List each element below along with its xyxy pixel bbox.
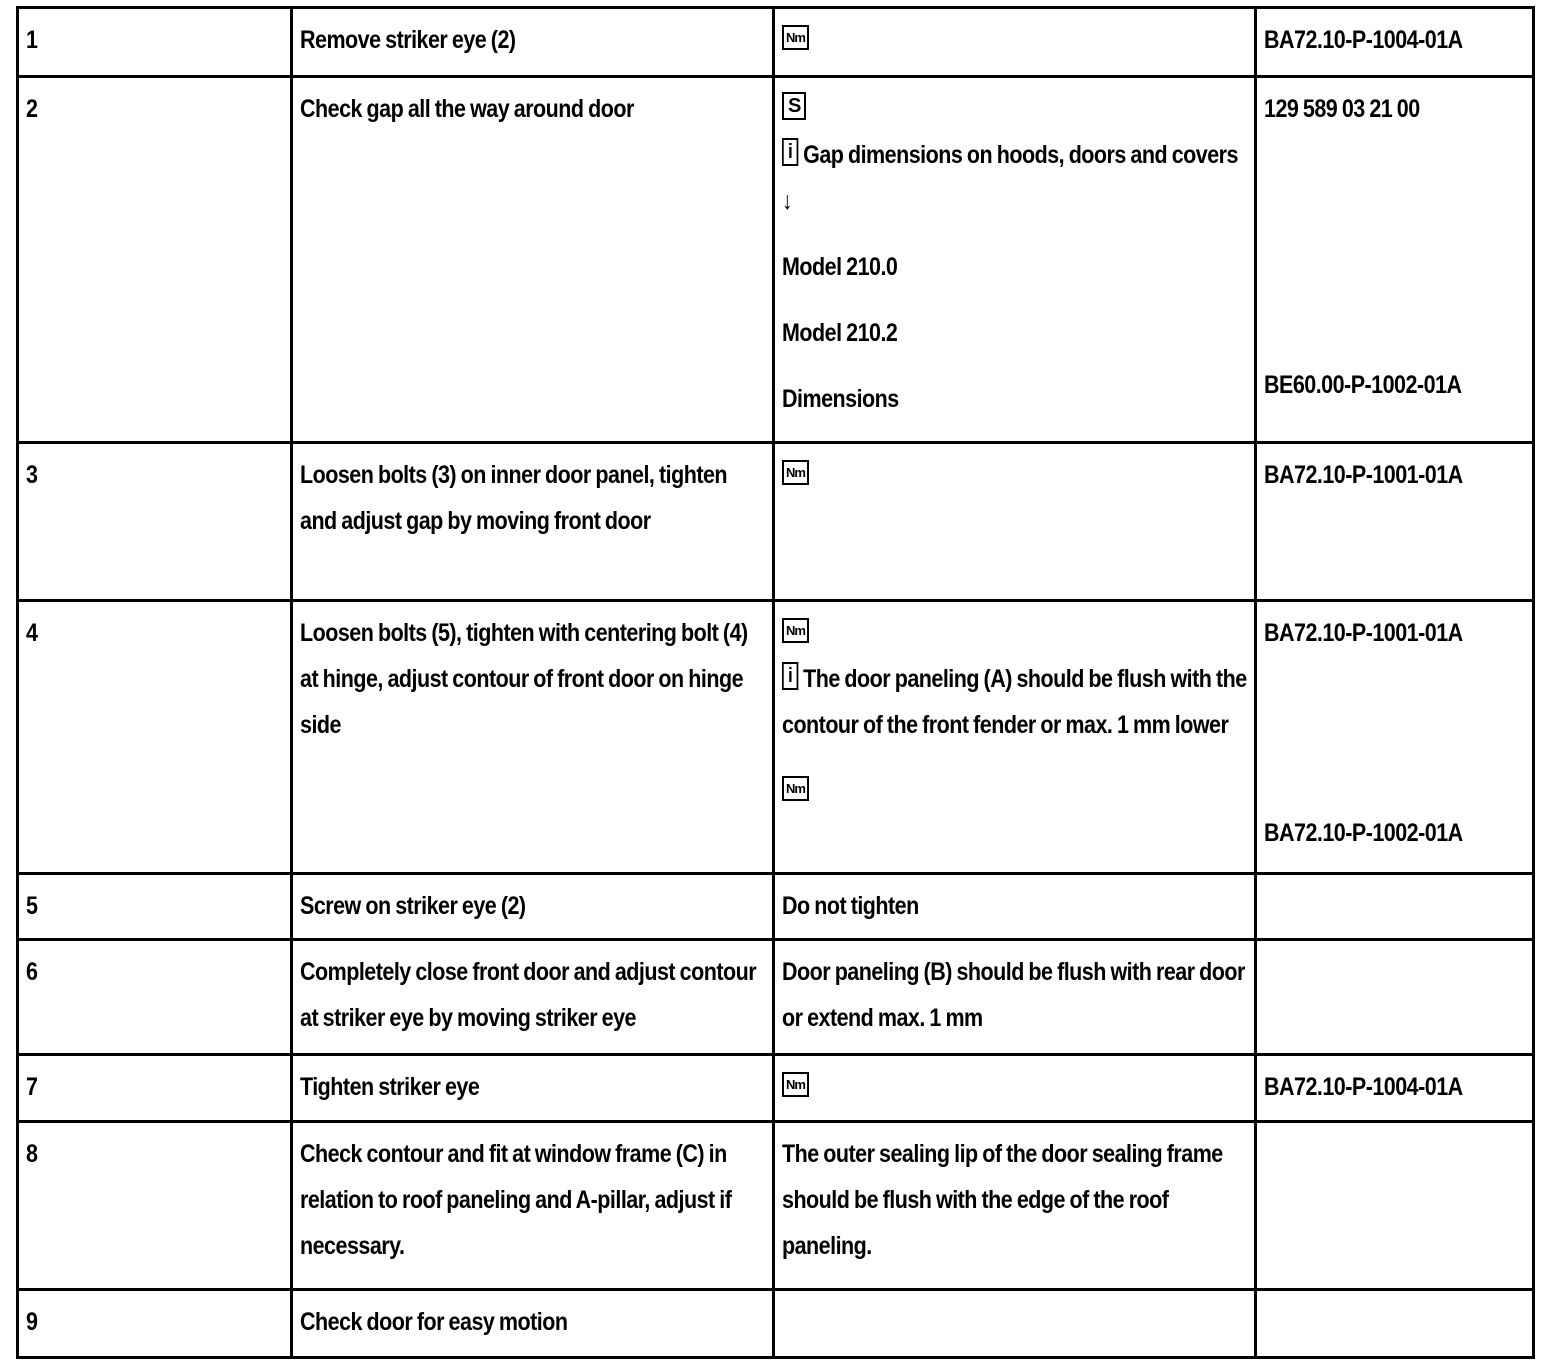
table-row <box>18 874 1534 940</box>
dimensions-label: Dimensions <box>782 385 899 413</box>
model-line: Model 210.0 <box>782 253 898 281</box>
note-cell <box>774 1055 1256 1122</box>
table-row <box>18 77 1534 443</box>
reference-link[interactable]: BA72.10-P-1004-01A <box>1264 1073 1463 1101</box>
reference-cell <box>1256 1122 1534 1290</box>
table-row <box>18 940 1534 1055</box>
action-cell <box>292 1122 774 1290</box>
note-cell <box>774 443 1256 601</box>
tool-part-number[interactable]: 129 589 03 21 00 <box>1264 95 1420 123</box>
torque-icon: Nm <box>782 25 809 50</box>
step-number: 8 <box>26 1140 38 1168</box>
model-line: Model 210.2 <box>782 319 898 347</box>
action-text: Loosen bolts (5), tighten with centering bolt (4) at hinge, adjust contour of front door on hinge side <box>300 619 748 739</box>
table-row <box>18 1290 1534 1358</box>
reference-cell <box>1256 1290 1534 1358</box>
table-row <box>18 601 1534 874</box>
procedure-table <box>16 6 1535 1359</box>
note-text: Door paneling (B) should be flush with rear door or extend max. 1 mm <box>782 958 1245 1032</box>
torque-icon: Nm <box>782 460 809 485</box>
note-cell <box>774 1122 1256 1290</box>
table-row <box>18 1122 1534 1290</box>
reference-link[interactable]: BA72.10-P-1004-01A <box>1264 26 1463 54</box>
reference-cell <box>1256 443 1534 601</box>
reference-link[interactable]: BE60.00-P-1002-01A <box>1264 371 1462 399</box>
step-number-cell <box>18 940 292 1055</box>
action-text: Check door for easy motion <box>300 1308 568 1336</box>
step-number: 5 <box>26 892 38 920</box>
action-cell <box>292 874 774 940</box>
action-text: Loosen bolts (3) on inner door panel, tighten and adjust gap by moving front door <box>300 461 728 535</box>
step-number-cell <box>18 1055 292 1122</box>
action-cell <box>292 77 774 443</box>
action-cell <box>292 1055 774 1122</box>
note-cell <box>774 8 1256 77</box>
torque-icon: Nm <box>782 618 809 643</box>
reference-cell <box>1256 8 1534 77</box>
action-text: Completely close front door and adjust contour at striker eye by moving striker eye <box>300 958 757 1032</box>
info-text[interactable]: Gap dimensions on hoods, doors and covers ↓ <box>782 141 1238 215</box>
action-cell <box>292 601 774 874</box>
note-text: Do not tighten <box>782 892 919 920</box>
step-number-cell <box>18 601 292 874</box>
note-cell <box>774 940 1256 1055</box>
torque-icon: Nm <box>782 776 809 801</box>
action-text: Check gap all the way around door <box>300 95 634 123</box>
step-number: 7 <box>26 1073 38 1101</box>
action-cell <box>292 1290 774 1358</box>
note-cell <box>774 77 1256 443</box>
step-number-cell <box>18 8 292 77</box>
reference-cell <box>1256 601 1534 874</box>
special-tool-icon: S <box>782 92 806 120</box>
info-icon: i <box>782 138 798 166</box>
table-row <box>18 1055 1534 1122</box>
step-number-cell <box>18 1122 292 1290</box>
step-number: 1 <box>26 26 38 54</box>
note-text: The outer sealing lip of the door sealing frame should be flush with the edge of the roof paneling. <box>782 1140 1223 1260</box>
action-text: Remove striker eye (2) <box>300 26 516 54</box>
step-number: 9 <box>26 1308 38 1336</box>
action-cell <box>292 443 774 601</box>
step-number: 2 <box>26 95 38 123</box>
note-cell <box>774 874 1256 940</box>
action-cell <box>292 8 774 77</box>
action-text: Check contour and fit at window frame (C) in relation to roof paneling and A-pillar, adjust if necessary. <box>300 1140 732 1260</box>
torque-icon: Nm <box>782 1072 809 1097</box>
reference-cell <box>1256 874 1534 940</box>
table-row <box>18 8 1534 77</box>
note-cell <box>774 1290 1256 1358</box>
info-icon: i <box>782 662 798 690</box>
note-cell <box>774 601 1256 874</box>
step-number: 4 <box>26 619 38 647</box>
action-text: Screw on striker eye (2) <box>300 892 526 920</box>
reference-cell <box>1256 1055 1534 1122</box>
reference-link[interactable]: BA72.10-P-1001-01A <box>1264 619 1463 647</box>
table-row <box>18 443 1534 601</box>
step-number: 3 <box>26 461 38 489</box>
info-text: The door paneling (A) should be flush with the contour of the front fender or max. 1 mm lower <box>782 665 1247 739</box>
step-number-cell <box>18 1290 292 1358</box>
reference-link[interactable]: BA72.10-P-1002-01A <box>1264 819 1463 847</box>
step-number-cell <box>18 77 292 443</box>
reference-link[interactable]: BA72.10-P-1001-01A <box>1264 461 1463 489</box>
step-number: 6 <box>26 958 38 986</box>
step-number-cell <box>18 443 292 601</box>
action-text: Tighten striker eye <box>300 1073 480 1101</box>
step-number-cell <box>18 874 292 940</box>
reference-cell <box>1256 940 1534 1055</box>
reference-cell <box>1256 77 1534 443</box>
action-cell <box>292 940 774 1055</box>
